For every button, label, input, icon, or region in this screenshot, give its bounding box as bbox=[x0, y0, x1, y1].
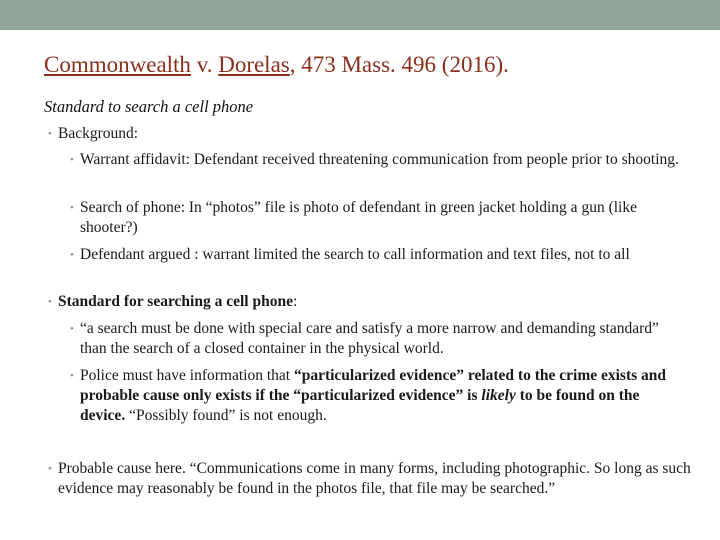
sub-bullet-text: Defendant argued : warrant limited the search to call information and text files, not to all bbox=[80, 246, 630, 263]
title-v: v. bbox=[190, 52, 219, 77]
bullet-icon: • bbox=[48, 128, 52, 140]
bullet-icon: • bbox=[48, 296, 52, 308]
police-text-end: “Possibly found” is not enough. bbox=[125, 407, 327, 424]
title-citation: , 473 Mass. 496 (2016). bbox=[289, 52, 509, 77]
bullet-icon: • bbox=[70, 249, 74, 261]
police-bold: “particularized evidence” related to the crime exists and probable cause only exists if the “particularized evidence” is bbox=[80, 367, 667, 404]
bullet-icon: • bbox=[70, 370, 74, 382]
sub-bullet-text: Search of phone: In “photos” file is photo of defendant in green jacket holding a gun (like shooter?) bbox=[80, 199, 637, 236]
slide-subtitle: Standard to search a cell phone bbox=[44, 97, 254, 116]
case-name-commonwealth: Commonwealth bbox=[44, 52, 191, 77]
probable-cause-text: Probable cause here. “Communications come in many forms, including photographic. So long as such evidence may reasonably be found in the photos file, that file may be searched.” bbox=[58, 460, 691, 497]
bullet-standard bbox=[48, 292, 708, 312]
sub-bullet-defendant-argued bbox=[70, 245, 680, 265]
sub-bullet-police bbox=[70, 366, 680, 426]
sub-bullet-warrant-affidavit bbox=[70, 150, 680, 170]
standard-label: Standard for searching a cell phone bbox=[58, 293, 293, 310]
sub-bullet-text: “a search must be done with special care and satisfy a more narrow and demanding standard” than the search of a closed container in the physical world. bbox=[80, 320, 659, 357]
bullet-background bbox=[48, 124, 708, 144]
police-bold-end: to be found on the device. bbox=[80, 387, 640, 424]
slide-title bbox=[44, 52, 509, 78]
sub-bullet-quote bbox=[70, 319, 680, 359]
police-likely: likely bbox=[481, 387, 516, 404]
header-bar bbox=[0, 0, 720, 30]
standard-colon: : bbox=[292, 293, 298, 310]
case-name-dorelas: Dorelas bbox=[218, 52, 290, 77]
sub-bullet-search-of-phone bbox=[70, 198, 680, 238]
bullet-icon: • bbox=[70, 323, 74, 335]
sub-bullet-text: Warrant affidavit: Defendant received threatening communication from people prior to shooting. bbox=[80, 151, 679, 168]
bullet-icon: • bbox=[70, 154, 74, 166]
police-text: Police must have information that bbox=[80, 367, 294, 384]
bullet-probable-cause bbox=[48, 459, 708, 499]
bullet-icon: • bbox=[48, 463, 52, 475]
background-label: Background: bbox=[58, 125, 139, 142]
bullet-icon: • bbox=[70, 202, 74, 214]
